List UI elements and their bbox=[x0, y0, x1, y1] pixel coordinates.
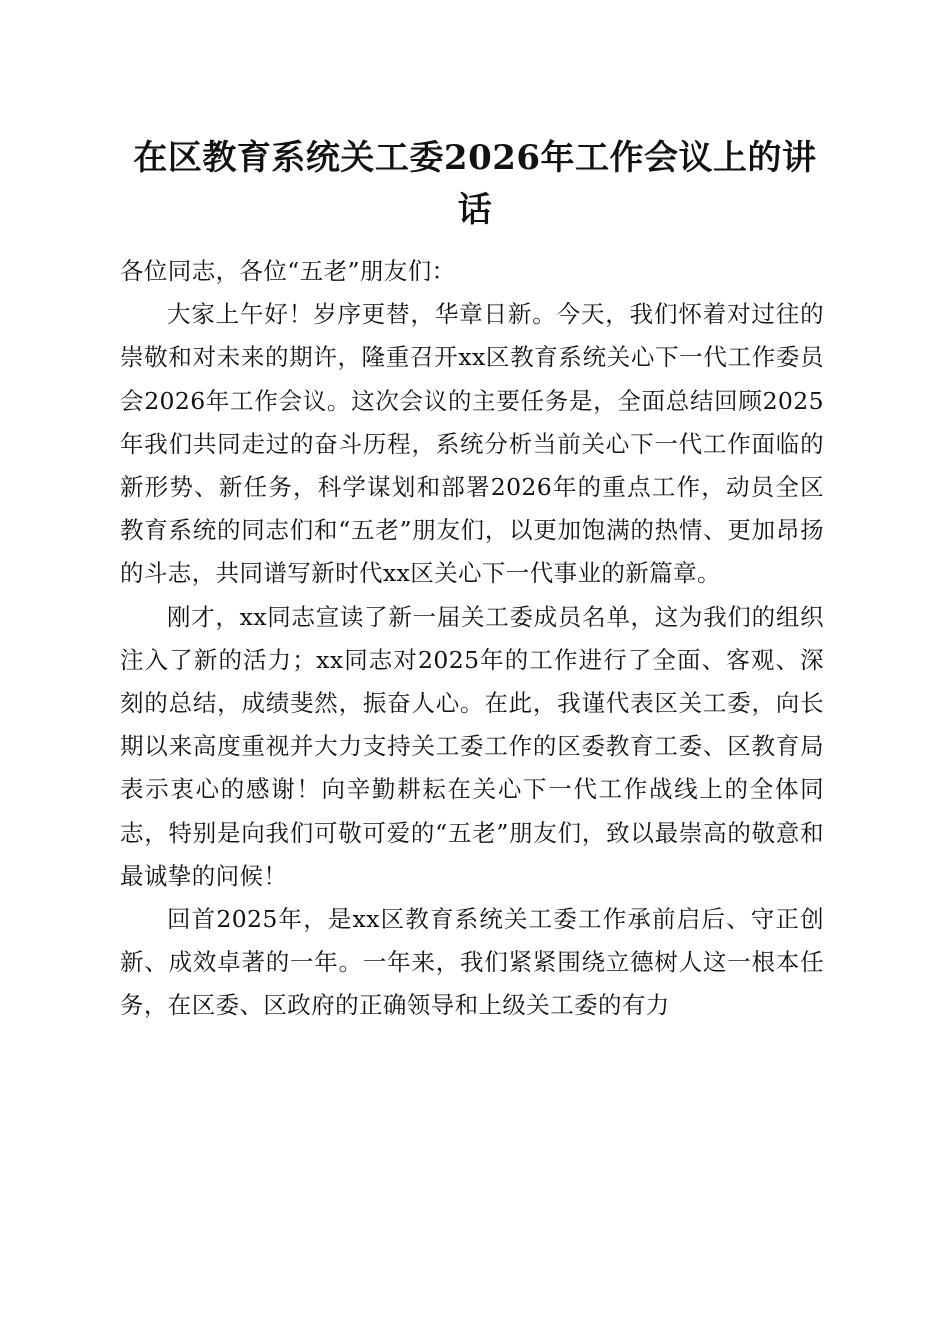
paragraph-2: 刚才，xx同志宣读了新一届关工委成员名单，这为我们的组织注入了新的活力；xx同志对2025年的工作进行了全面、客观、深刻的总结，成绩斐然，振奋人心。在此，我谨代表区关工委，向长期以来高度重视并大力支持关工委工作的区委教育工委、区教育局表示衷心的感谢！向辛勤耕耘在关心下一代工作战线上的全体同志，特别是向我们可敬可爱的“五老”朋友们，致以最崇高的敬意和最诚挚的问候！ bbox=[120, 602, 824, 890]
paragraph-3: 回首2025年，是xx区教育系统关工委工作承前启后、守正创新、成效卓著的一年。一年来，我们紧紧围绕立德树人这一根本任务，在区委、区政府的正确领导和上级关工委的有力 bbox=[120, 905, 824, 1020]
paragraph-1: 大家上午好！岁序更替，华章日新。今天，我们怀着对过往的崇敬和对未来的期许，隆重召开xx区教育系统关心下一代工作委员会2026年工作会议。这次会议的主要任务是，全面总结回顾2025年我们共同走过的奋斗历程，系统分析当前关心下一代工作面临的新形势、新任务，科学谋划和部署2026年的重点工作，动员全区教育系统的同志们和“五老”朋友们，以更加饱满的热情、更加昂扬的斗志，共同谱写新时代xx区关心下一代事业的新篇章。 bbox=[120, 300, 824, 588]
document-body bbox=[120, 250, 824, 1028]
document-title: 在区教育系统关工委2026年工作会议上的讲话 bbox=[133, 138, 817, 230]
salutation: 各位同志，各位“五老”朋友们： bbox=[120, 257, 456, 285]
